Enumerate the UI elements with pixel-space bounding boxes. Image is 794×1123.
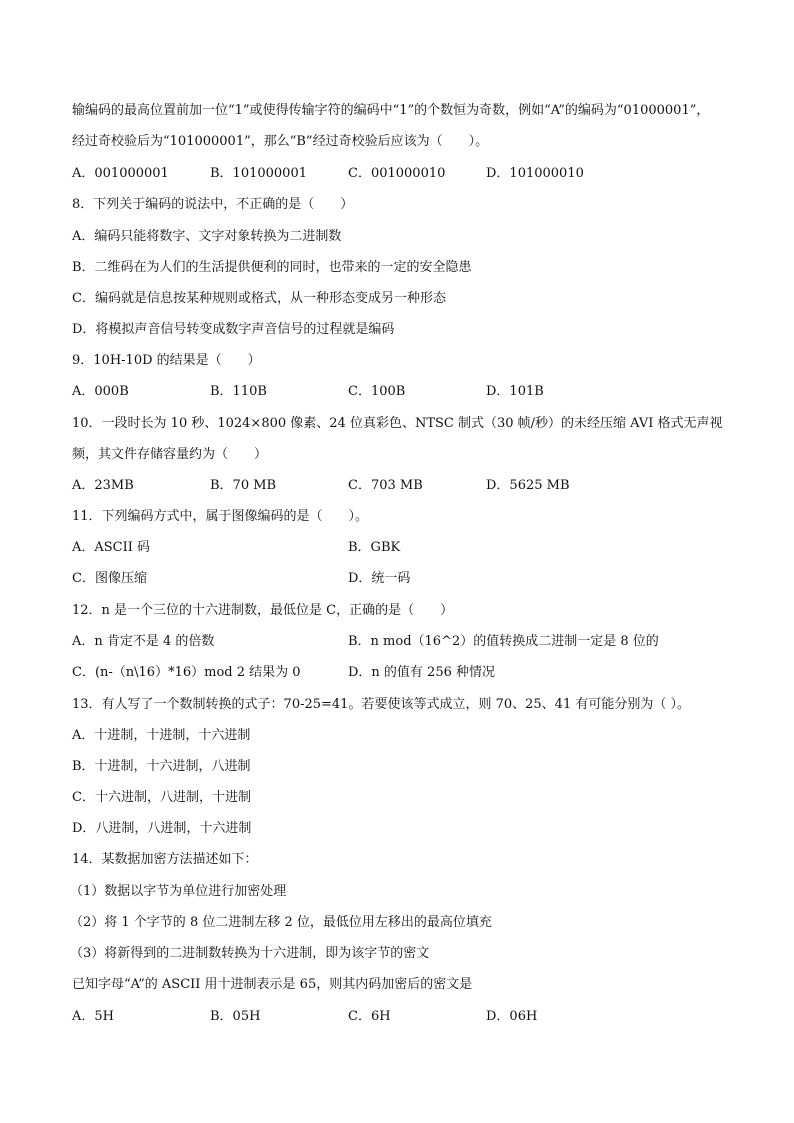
q9-option-c: C．100B: [348, 384, 406, 399]
q11-stem: 11．下列编码方式中，属于图像编码的是（ ）。: [72, 509, 369, 524]
q10-stem-line-2: 频，其文件存储容量约为（ ）: [72, 447, 268, 462]
q13-option-c: C．十六进制，八进制，十进制: [72, 790, 251, 805]
q12-stem: 12．n 是一个三位的十六进制数，最低位是 C，正确的是（ ）: [72, 603, 454, 618]
q14-question: 已知字母“A”的 ASCII 用十进制表示是 65，则其内码加密后的密文是: [72, 977, 473, 992]
q14-option-d: D．06H: [486, 1009, 538, 1024]
q13-stem: 13．有人写了一个数制转换的式子：70-25=41。若要使该等式成立，则 70、25、41 有可能分别为（ ）。: [72, 697, 690, 712]
q8-option-b: B．二维码在为人们的生活提供便利的同时，也带来的一定的安全隐患: [72, 260, 472, 275]
q7-option-d: D．101000010: [486, 166, 584, 181]
q7-stem-line-2: 经过奇校验后为“101000001”，那么“B”经过奇校验后应该为（ ）。: [72, 134, 489, 149]
q12-option-d: D．n 的值有 256 种情况: [348, 665, 496, 680]
q9-stem: 9．10H-10D 的结果是（ ）: [72, 353, 261, 368]
q7-option-c: C．001000010: [348, 166, 446, 181]
q14-option-b: B．05H: [210, 1009, 261, 1024]
q7-option-b: B．101000001: [210, 166, 307, 181]
q12-option-c: C．(n-（n\16）*16）mod 2 结果为 0: [72, 665, 301, 680]
q10-option-c: C．703 MB: [348, 478, 423, 493]
q14-step-2: （2）将 1 个字节的 8 位二进制左移 2 位，最低位用左移出的最高位填充: [70, 915, 492, 930]
q10-stem-line-1: 10．一段时长为 10 秒、1024×800 像素、24 位真彩色、NTSC 制式（30 帧/秒）的未经压缩 AVI 格式无声视: [72, 416, 723, 431]
q11-option-b: B．GBK: [348, 540, 401, 555]
q12-option-b: B．n mod（16^2）的值转换成二进制一定是 8 位的: [348, 634, 659, 649]
q11-option-a: A．ASCII 码: [72, 540, 151, 555]
q13-option-b: B．十进制，十六进制，八进制: [72, 759, 251, 774]
q13-option-a: A．十进制，十进制，十六进制: [72, 728, 251, 743]
q7-option-a: A．001000001: [72, 166, 169, 181]
q14-stem: 14．某数据加密方法描述如下：: [72, 852, 258, 867]
q10-option-b: B．70 MB: [210, 478, 277, 493]
q9-option-d: D．101B: [486, 384, 544, 399]
q11-option-d: D．统一码: [348, 571, 411, 586]
q8-option-a: A．编码只能将数字、文字对象转换为二进制数: [72, 229, 342, 244]
q8-stem: 8．下列关于编码的说法中，不正确的是（ ）: [72, 197, 354, 212]
q13-option-d: D．八进制，八进制，十六进制: [72, 821, 252, 836]
q14-option-a: A．5H: [72, 1009, 114, 1024]
q14-option-c: C．6H: [348, 1009, 391, 1024]
q9-option-b: B．110B: [210, 384, 267, 399]
q10-option-d: D．5625 MB: [486, 478, 570, 493]
q8-option-d: D．将模拟声音信号转变成数字声音信号的过程就是编码: [72, 322, 395, 337]
q14-step-1: （1）数据以字节为单位进行加密处理: [70, 884, 287, 899]
q14-step-3: （3）将新得到的二进制数转换为十六进制，即为该字节的密文: [70, 946, 430, 961]
q12-option-a: A．n 肯定不是 4 的倍数: [72, 634, 215, 649]
q10-option-a: A．23MB: [72, 478, 134, 493]
q7-stem-line-1: 输编码的最高位置前加一位“1”或使得传输字符的编码中“1”的个数恒为奇数，例如“A”的编码为“01000001”，: [72, 103, 710, 118]
q11-option-c: C．图像压缩: [72, 571, 147, 586]
q8-option-c: C．编码就是信息按某种规则或格式，从一种形态变成另一种形态: [72, 291, 446, 306]
q9-option-a: A．000B: [72, 384, 129, 399]
